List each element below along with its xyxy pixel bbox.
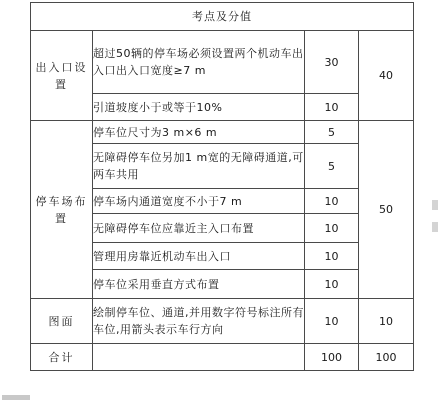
item-score: 10 [305,299,359,344]
group-score: 40 [359,31,414,121]
category-cell [31,121,93,299]
table-row [31,299,414,344]
total-score: 100 [305,344,359,371]
item-score: 10 [305,270,359,299]
item-score: 10 [305,214,359,243]
item-score: 5 [305,144,359,189]
total-row [31,344,414,371]
item-score: 30 [305,31,359,94]
item-cell: 绘制停车位、通道,并用数字符号标注所有车位,用箭头表示车行方向 [93,299,305,344]
item-cell: 停车位采用垂直方式布置 [93,270,305,299]
scoring-table [30,2,414,371]
scan-artifact [432,200,438,210]
total-label: 合计 [31,344,93,371]
item-cell: 管理用房靠近机动车出入口 [93,243,305,270]
category-cell [31,31,93,121]
category-cell [31,299,93,344]
scan-artifact [432,222,438,232]
item-cell: 超过50辆的停车场必须设置两个机动车出入口出入口宽度≥7 m [93,31,305,94]
category-label: 停车场布置 [35,194,88,225]
table-header: 考点及分值 [31,3,414,31]
item-cell: 停车场内通道宽度不小于7 m [93,189,305,214]
group-score: 50 [359,121,414,299]
table-row [31,31,414,94]
item-score: 10 [305,94,359,121]
item-cell: 无障碍停车位另加1 m宽的无障碍通道,可两车共用 [93,144,305,189]
group-score: 10 [359,299,414,344]
item-score: 5 [305,121,359,144]
item-cell: 停车位尺寸为3 m×6 m [93,121,305,144]
item-score: 10 [305,243,359,270]
item-cell: 无障碍停车位应靠近主入口布置 [93,214,305,243]
item-cell: 引道坡度小于或等于10% [93,94,305,121]
scan-artifact [2,395,30,400]
item-score: 10 [305,189,359,214]
category-label: 图面 [48,314,75,328]
table-row [31,121,414,144]
total-group-score: 100 [359,344,414,371]
table-header-row [31,3,414,31]
category-label: 出入口设置 [35,60,88,91]
total-empty-cell [93,344,305,371]
